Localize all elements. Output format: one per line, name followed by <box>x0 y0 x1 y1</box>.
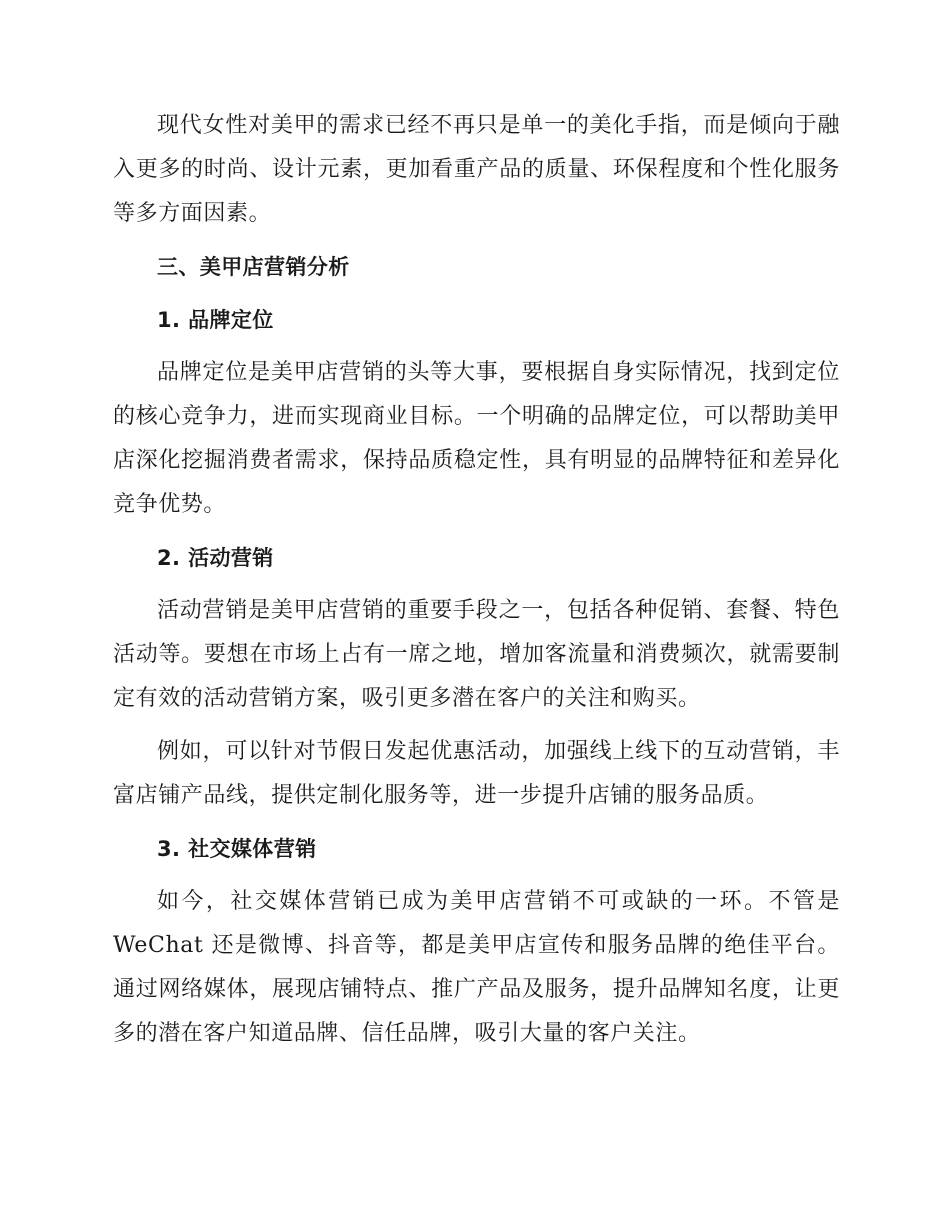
paragraph-event-marketing: 活动营销是美甲店营销的重要手段之一，包括各种促销、套餐、特色活动等。要想在市场上占有一席之地，增加客流量和消费频次，就需要制定有效的活动营销方案，吸引更多潜在客户的关注和购买。 <box>113 598 840 711</box>
subheading-brand-positioning: 1. 品牌定位 <box>157 308 274 332</box>
subheading-event-marketing: 2. 活动营销 <box>157 546 274 570</box>
paragraph-brand-positioning: 品牌定位是美甲店营销的头等大事，要根据自身实际情况，找到定位的核心竞争力，进而实现商业目标。一个明确的品牌定位，可以帮助美甲店深化挖掘消费者需求，保持品质稳定性，具有明显的品牌特征和差异化竞争优势。 <box>113 360 840 517</box>
subheading-social-media-marketing: 3. 社交媒体营销 <box>157 837 317 861</box>
document-page <box>113 104 840 1056</box>
paragraph-social-media-marketing: 如今，社交媒体营销已成为美甲店营销不可或缺的一环。不管是 WeChat 还是微博、抖音等，都是美甲店宣传和服务品牌的绝佳平台。通过网络媒体，展现店铺特点、推广产品及服务，提升品牌知名度，让更多的潜在客户知道品牌、信任品牌，吸引大量的客户关注。 <box>113 889 840 1046</box>
paragraph-event-example: 例如，可以针对节假日发起优惠活动，加强线上线下的互动营销，丰富店铺产品线，提供定制化服务等，进一步提升店铺的服务品质。 <box>113 739 840 808</box>
section-heading-marketing-analysis: 三、美甲店营销分析 <box>157 255 350 279</box>
paragraph-consumer-demand: 现代女性对美甲的需求已经不再只是单一的美化手指，而是倾向于融入更多的时尚、设计元素，更加看重产品的质量、环保程度和个性化服务等多方面因素。 <box>113 113 840 226</box>
